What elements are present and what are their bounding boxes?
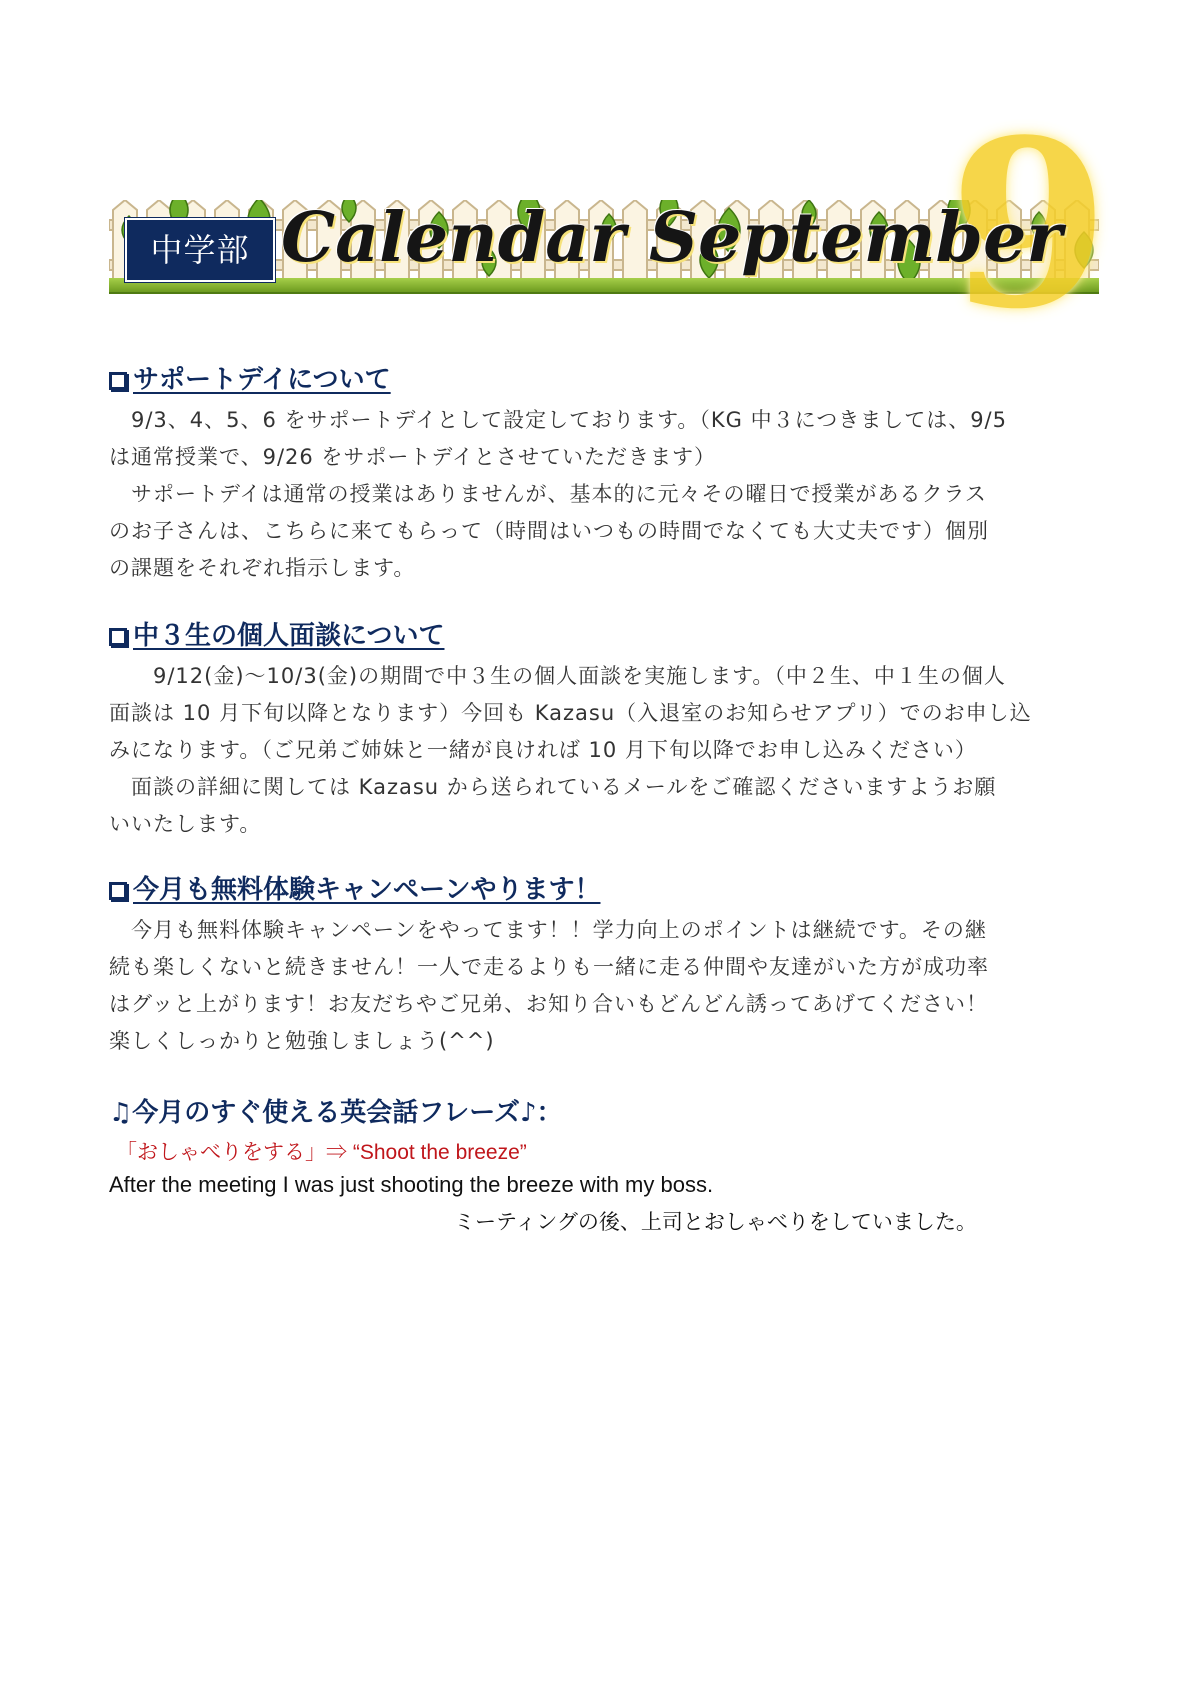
section-heading [109,618,1099,654]
division-label: 中学部 [150,231,250,269]
division-badge [125,218,275,282]
phrase-example: After the meeting I was just shooting the breeze with my boss. [109,1172,714,1197]
paragraph-line: のお子さんは、こちらに来てもらって（時間はいつもの時間でなくても大丈夫です）個別 [109,519,989,543]
calendar-title: Calendar [281,198,626,278]
paragraph-line: 9/12(金)～10/3(金)の期間で中３生の個人面談を実施します。（中２生、中１生の個人 [109,664,1006,688]
section-support-day [109,362,1099,587]
phrase-heading: ♫今月のすぐ使える英会話フレーズ♪： [109,1098,563,1128]
section-heading-text: 今月も無料体験キャンペーンやります！ [133,875,601,905]
paragraph-line: 楽しくしっかりと勉強しましょう(^^) [109,1029,495,1053]
paragraph-line: はグッと上がります！お友だちやご兄弟、お知り合いもどんどん誘ってあげてください！ [109,992,988,1016]
section-heading-text: サポートデイについて [133,365,391,395]
section-campaign [109,872,1099,1060]
paragraph-line: の課題をそれぞれ指示します。 [109,556,416,580]
header-banner [109,90,1110,360]
section-heading [109,872,1099,908]
checkbox-icon [109,882,127,900]
section-heading-text: 中３生の個人面談について [133,621,445,651]
month-number: 9 [949,90,1110,360]
paragraph-line: は通常授業で、9/26 をサポートデイとさせていただきます） [109,445,716,469]
paragraph-line: 9/3、4、5、6 をサポートデイとして設定しております。（KG 中３につきましては、9/5 [109,408,1007,432]
paragraph-line: みになります。（ご兄弟ご姉妹と一緒が良ければ 10 月下旬以降でお申し込みください） [109,738,977,762]
paragraph-line: 面談の詳細に関しては Kazasu から送られているメールをご確認くださいますようお願 [109,775,997,799]
checkbox-icon [109,628,127,646]
fence-picket [623,200,647,280]
section-heading [109,362,1099,398]
phrase-translation: ミーティングの後、上司とおしゃべりをしていました。 [454,1211,977,1234]
paragraph-line: 面談は 10 月下旬以降となります）今回も Kazasu（入退室のお知らせアプリ）でのお申し込 [109,701,1032,725]
phrase-japanese: 「おしゃべりをする」⇒ “Shoot the breeze” [116,1141,527,1164]
paragraph-line: いいたします。 [109,812,262,836]
month-title: September [649,198,1063,278]
paragraph-line: 今月も無料体験キャンペーンをやってます！！学力向上のポイントは継続です。その継 [109,918,987,942]
section-interviews [109,618,1099,843]
paragraph-line: 続も楽しくないと続きません！一人で走るよりも一緒に走る仲間や友達がいた方が成功率 [109,955,989,979]
checkbox-icon [109,372,127,390]
paragraph-line: サポートデイは通常の授業はありませんが、基本的に元々その曜日で授業があるクラス [109,482,987,506]
